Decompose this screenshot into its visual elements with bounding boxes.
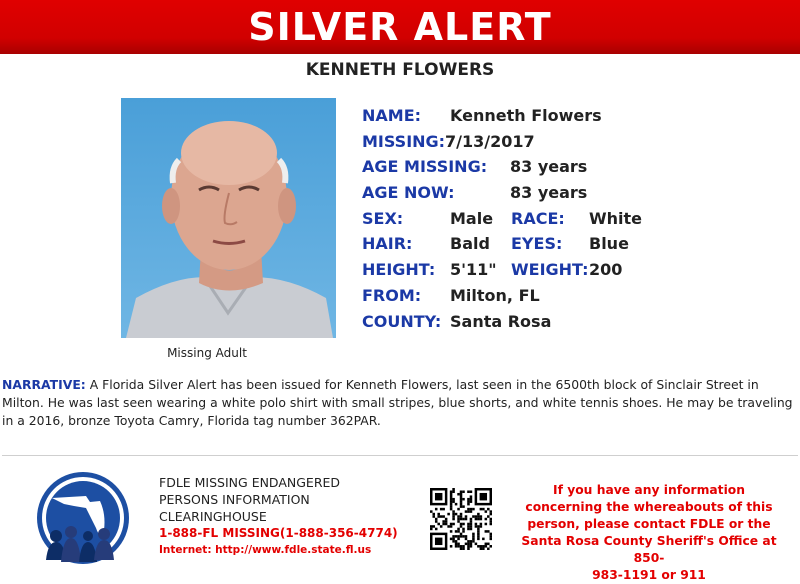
hotline-phone: 1-888-FL MISSING(1-888-356-4774) <box>159 526 398 540</box>
weight-value: 200 <box>589 260 623 280</box>
county-value: Santa Rosa <box>450 311 552 331</box>
narrative-text: A Florida Silver Alert has been issued for Kenneth Flowers, last seen in the 6500th block of Sinclair Street in Milton. He was last seen wearing a white polo shirt with small stripes, blue shorts, and white tennis shoes. He may be traveling in a 2016, bronze Toyota Camry, Florida tag number 362PAR. <box>2 377 793 428</box>
missing-person-photo <box>121 98 336 338</box>
qr-code <box>430 488 492 550</box>
sex-value: Male <box>450 208 494 228</box>
missing-date: 7/13/2017 <box>445 131 535 151</box>
age-now-label: AGE NOW: <box>362 183 455 203</box>
missing-label: MISSING: <box>362 131 446 151</box>
narrative-paragraph <box>2 376 798 430</box>
height-label: HEIGHT: <box>362 260 436 280</box>
race-value: White <box>589 208 643 228</box>
name-value: Kenneth Flowers <box>450 106 602 125</box>
narrative-label: NARRATIVE: <box>2 377 86 392</box>
org-line-2: PERSONS INFORMATION <box>159 492 310 507</box>
fdle-clearinghouse-logo <box>34 468 132 572</box>
hair-label: HAIR: <box>362 234 413 254</box>
age-missing-value: 83 years <box>510 157 588 177</box>
name-label: NAME: <box>362 106 422 125</box>
fdle-website-link[interactable]: Internet: http://www.fdle.state.fl.us <box>159 544 372 556</box>
org-line-1: FDLE MISSING ENDANGERED <box>159 475 341 490</box>
hair-value: Bald <box>450 234 490 254</box>
footer-divider <box>2 455 798 456</box>
county-label: COUNTY: <box>362 311 442 331</box>
person-name-heading: KENNETH FLOWERS <box>305 60 495 80</box>
sex-label: SEX: <box>362 208 404 228</box>
contact-line-4: Santa Rosa County Sheriff's Office at 850- <box>521 534 777 565</box>
eyes-value: Blue <box>589 234 629 254</box>
fdle-info <box>159 474 398 559</box>
age-missing-label: AGE MISSING: <box>362 157 488 177</box>
eyes-label: EYES: <box>511 234 563 254</box>
contact-line-3: person, please contact FDLE or the <box>527 517 771 531</box>
contact-line-1: If you have any information <box>553 483 745 497</box>
from-label: FROM: <box>362 285 422 305</box>
race-label: RACE: <box>511 208 565 228</box>
org-line-3: CLEARINGHOUSE <box>159 509 267 524</box>
height-value: 5'11" <box>450 260 497 280</box>
contact-instructions <box>504 482 794 584</box>
contact-line-5: 983-1191 or 911 <box>592 568 706 582</box>
age-now-value: 83 years <box>510 183 588 203</box>
photo-caption: Missing Adult <box>167 346 247 360</box>
from-value: Milton, FL <box>450 285 540 305</box>
contact-line-2: concerning the whereabouts of this <box>525 500 773 514</box>
alert-banner: SILVER ALERT <box>0 0 800 54</box>
weight-label: WEIGHT: <box>511 260 589 280</box>
